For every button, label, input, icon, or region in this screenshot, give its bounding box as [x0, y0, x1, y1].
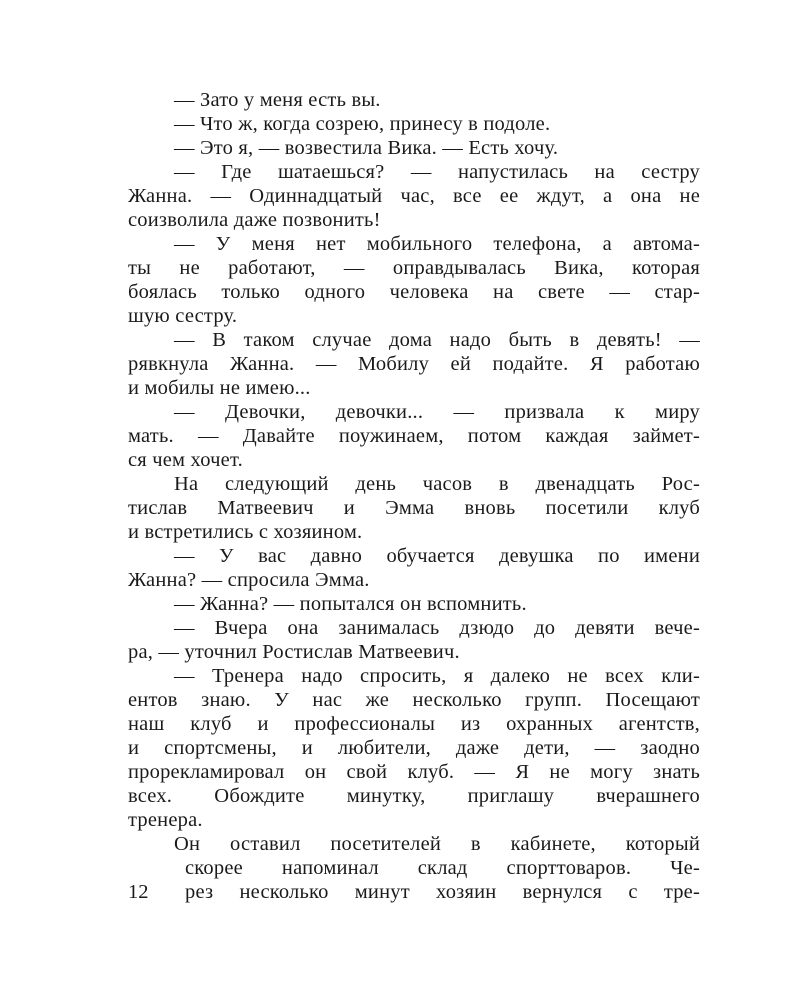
text-line: Жанна. — Одиннадцатый час, все ее ждут, а она не [128, 185, 700, 207]
book-page [128, 88, 700, 904]
footer-row [128, 880, 700, 904]
text-line: прорекламировал он свой клуб. — Я не могу знать [128, 761, 700, 783]
text-line: Он оставил посетителей в кабинете, который [174, 833, 700, 855]
text-line: — Это я, — возвестила Вика. — Есть хочу. [174, 137, 559, 159]
text-line: ты не работают, — оправдывалась Вика, которая [128, 257, 700, 279]
text-line: — Где шатаешься? — напустилась на сестру [174, 161, 700, 183]
text-line: скорее напоминал склад спорттоваров. Че- [185, 857, 700, 879]
text-line: всех. Обождите минутку, приглашу вчерашнего [128, 785, 700, 807]
text-line: ся чем хочет. [128, 449, 243, 471]
text-line: — У вас давно обучается девушка по имени [174, 545, 700, 567]
text-line: — Вчера она занималась дзюдо до девяти вече- [174, 617, 700, 639]
text-line: и встретились с хозяином. [128, 521, 363, 543]
text-line: — Зато у меня есть вы. [174, 89, 381, 111]
page-number: 12 [128, 881, 149, 903]
text-line: ентов знаю. У нас же несколько групп. Посещают [128, 689, 700, 711]
text-line: и мобилы не имею... [128, 377, 311, 399]
text-line: На следующий день часов в двенадцать Рос- [174, 473, 700, 495]
text-line: Жанна? — спросила Эмма. [128, 569, 370, 591]
text-line: наш клуб и профессионалы из охранных агентств, [128, 713, 700, 735]
text-line: тислав Матвеевич и Эмма вновь посетили клуб [128, 497, 700, 519]
text-line: ра, — уточнил Ростислав Матвеевич. [128, 641, 460, 663]
text-line: — Девочки, девочки... — призвала к миру [174, 401, 700, 423]
text-line: мать. — Давайте поужинаем, потом каждая займет- [128, 425, 700, 447]
text-line: боялась только одного человека на свете — стар- [128, 281, 700, 303]
text-line: тренера. [128, 809, 203, 831]
text-line: соизволила даже позвонить! [128, 209, 381, 231]
text-line: — Жанна? — попытался он вспомнить. [174, 593, 527, 615]
text-line: рявкнула Жанна. — Мобилу ей подайте. Я работаю [128, 353, 700, 375]
text-line: — У меня нет мобильного телефона, а автома- [174, 233, 700, 255]
text-line: — В таком случае дома надо быть в девять! — [174, 329, 700, 351]
text-line: шую сестру. [128, 305, 238, 327]
text-line: — Тренера надо спросить, я далеко не всех кли- [174, 665, 700, 687]
text-line: рез несколько минут хозяин вернулся с тре- [185, 881, 700, 903]
text-line: — Что ж, когда созрею, принесу в подоле. [174, 113, 551, 135]
text-line: и спортсмены, и любители, даже дети, — заодно [128, 737, 700, 759]
